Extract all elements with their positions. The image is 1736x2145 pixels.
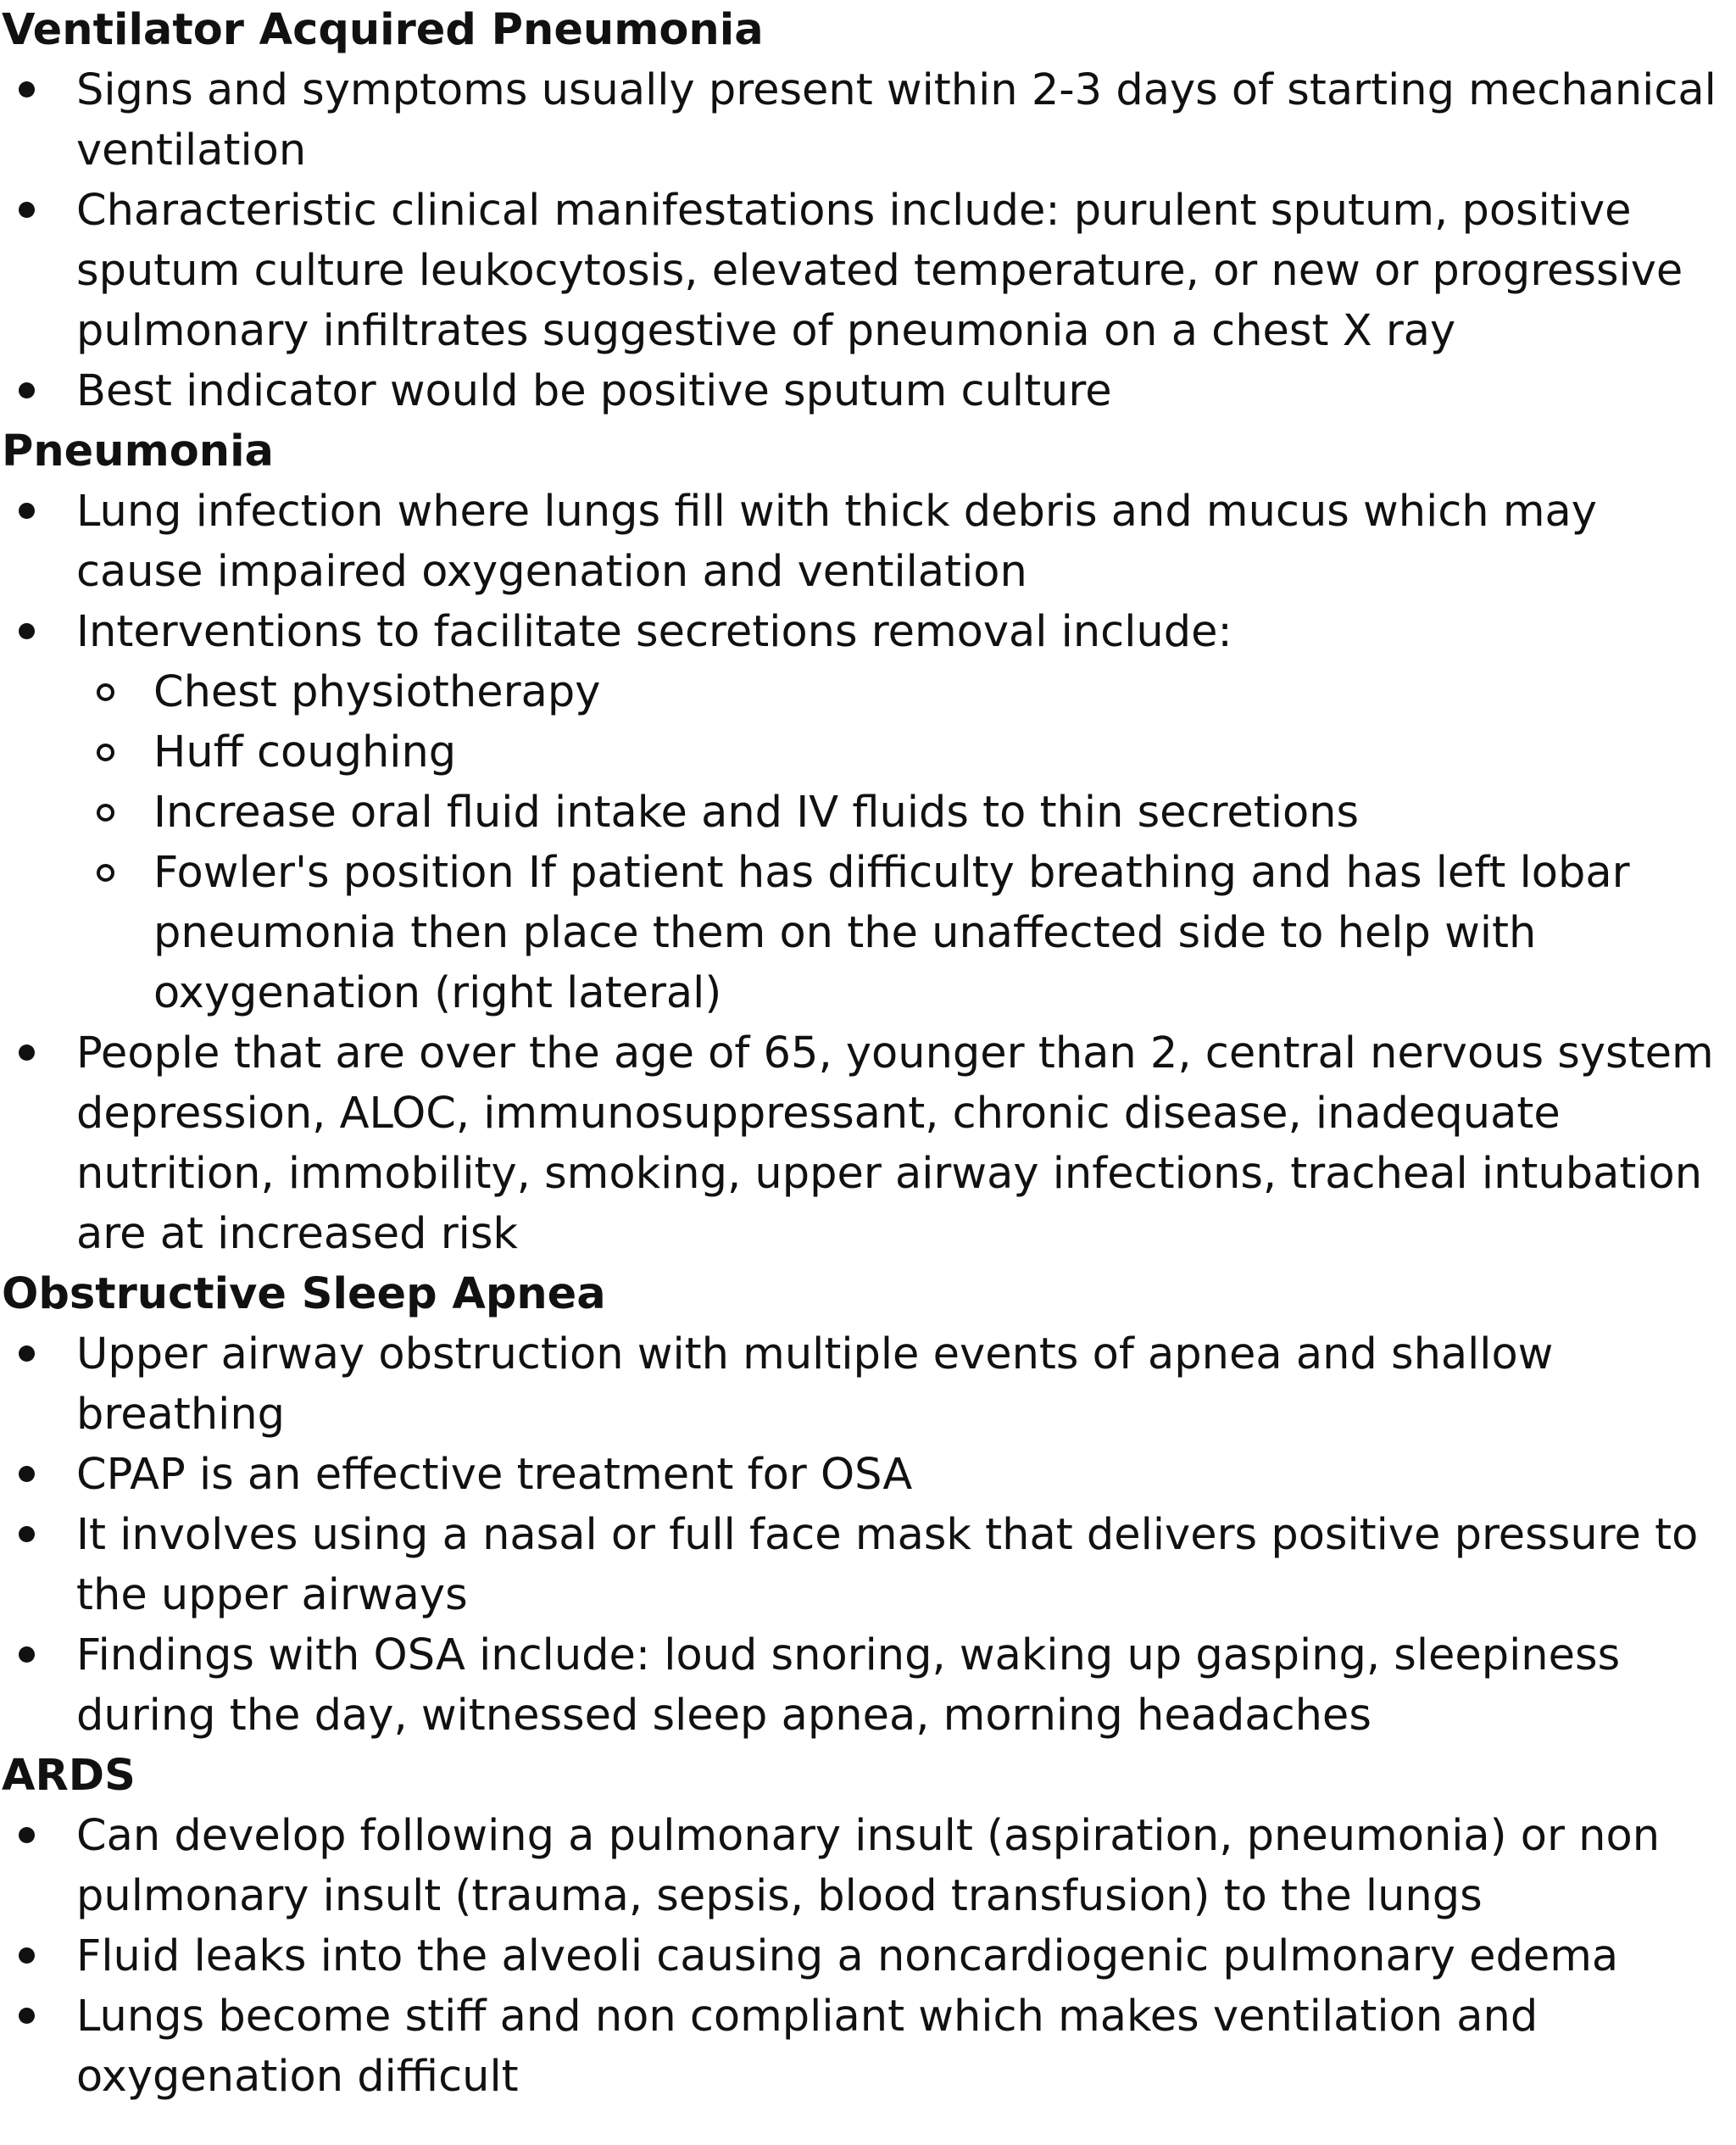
list-item xyxy=(0,482,1729,602)
list-item-text: Signs and symptoms usually present within 2-3 days of starting mechanical ventilation xyxy=(76,65,1717,176)
list-item xyxy=(0,1324,1729,1445)
sub-list-item-text: Chest physiotherapy xyxy=(153,667,601,717)
bullet-list xyxy=(0,482,1729,1264)
sub-list-item xyxy=(76,783,1729,843)
sub-bullet-list xyxy=(76,662,1729,1023)
section-obstructive-sleep-apnea xyxy=(0,1264,1729,1746)
bullet-dot-icon xyxy=(19,2008,35,2024)
sub-list-item-text: Fowler's position If patient has difficulty breathing and has left lobar pneumonia then place them on the unaffected side to help with oxygenation (right lateral) xyxy=(153,848,1630,1018)
bullet-dot-icon xyxy=(19,81,35,98)
bullet-dot-icon xyxy=(19,503,35,519)
list-item-text: Lung infection where lungs fill with thick debris and mucus which may cause impaired oxygenation and ventilation xyxy=(76,487,1597,597)
bullet-dot-icon xyxy=(19,1526,35,1542)
list-item xyxy=(0,181,1729,361)
section-heading: Pneumonia xyxy=(2,426,274,476)
bullet-dot-icon xyxy=(19,1466,35,1482)
list-item xyxy=(0,1806,1729,1926)
list-item xyxy=(0,602,1729,1023)
sub-list-item xyxy=(76,662,1729,722)
sub-list-item xyxy=(76,843,1729,1023)
section-heading: Obstructive Sleep Apnea xyxy=(2,1269,606,1319)
bullet-dot-icon xyxy=(19,1646,35,1663)
bullet-list xyxy=(0,60,1729,421)
list-item xyxy=(0,1625,1729,1746)
list-item-text: Characteristic clinical manifestations include: purulent sputum, positive sputum culture leukocytosis, elevated temperature, or new or progressive pulmonary infiltrates suggestive of pneumonia on a chest X ray xyxy=(76,186,1683,356)
list-item xyxy=(0,1023,1729,1264)
list-item xyxy=(0,1926,1729,1986)
list-item-text: Findings with OSA include: loud snoring, waking up gasping, sleepiness during the day, witnessed sleep apnea, morning headaches xyxy=(76,1630,1621,1741)
sub-list-item-text: Huff coughing xyxy=(153,727,457,777)
bullet-circle-icon xyxy=(97,864,114,882)
bullet-dot-icon xyxy=(19,1346,35,1362)
bullet-list xyxy=(0,1806,1729,2107)
bullet-dot-icon xyxy=(19,623,35,639)
list-item xyxy=(0,361,1729,421)
bullet-dot-icon xyxy=(19,382,35,398)
bullet-circle-icon xyxy=(97,744,114,761)
list-item-text: People that are over the age of 65, younger than 2, central nervous system depression, ALOC, immunosuppressant, chronic disease, inadequate nutrition, immobility, smoking, upper airway infections, tracheal intubation are at increased risk xyxy=(76,1028,1714,1259)
bullet-dot-icon xyxy=(19,1045,35,1061)
bullet-circle-icon xyxy=(97,804,114,822)
list-item xyxy=(0,1986,1729,2107)
bullet-circle-icon xyxy=(97,683,114,701)
bullet-list xyxy=(0,1324,1729,1746)
list-item-text: It involves using a nasal or full face mask that delivers positive pressure to the upper airways xyxy=(76,1510,1699,1620)
list-item-text: Can develop following a pulmonary insult (aspiration, pneumonia) or non pulmonary insult (trauma, sepsis, blood transfusion) to the lungs xyxy=(76,1811,1661,1921)
list-item-text: Fluid leaks into the alveoli causing a noncardiogenic pulmonary edema xyxy=(76,1931,1619,1981)
bullet-dot-icon xyxy=(19,1827,35,1843)
bullet-dot-icon xyxy=(19,1947,35,1964)
list-item xyxy=(0,1445,1729,1505)
sub-list-item xyxy=(76,722,1729,783)
list-item xyxy=(0,60,1729,181)
bullet-dot-icon xyxy=(19,202,35,218)
list-item-text: Upper airway obstruction with multiple events of apnea and shallow breathing xyxy=(76,1329,1554,1440)
list-item-text: Best indicator would be positive sputum culture xyxy=(76,366,1112,416)
section-ards xyxy=(0,1746,1729,2107)
list-item-text: Interventions to facilitate secretions removal include: xyxy=(76,607,1232,657)
list-item-text: CPAP is an effective treatment for OSA xyxy=(76,1450,913,1500)
list-item-text: Lungs become stiff and non compliant which makes ventilation and oxygenation difficult xyxy=(76,1992,1538,2102)
section-pneumonia xyxy=(0,421,1729,1264)
section-heading: Ventilator Acquired Pneumonia xyxy=(2,5,764,55)
list-item xyxy=(0,1505,1729,1625)
section-ventilator-acquired-pneumonia xyxy=(0,0,1729,421)
sub-list-item-text: Increase oral fluid intake and IV fluids to thin secretions xyxy=(153,788,1360,838)
section-heading: ARDS xyxy=(2,1751,136,1801)
